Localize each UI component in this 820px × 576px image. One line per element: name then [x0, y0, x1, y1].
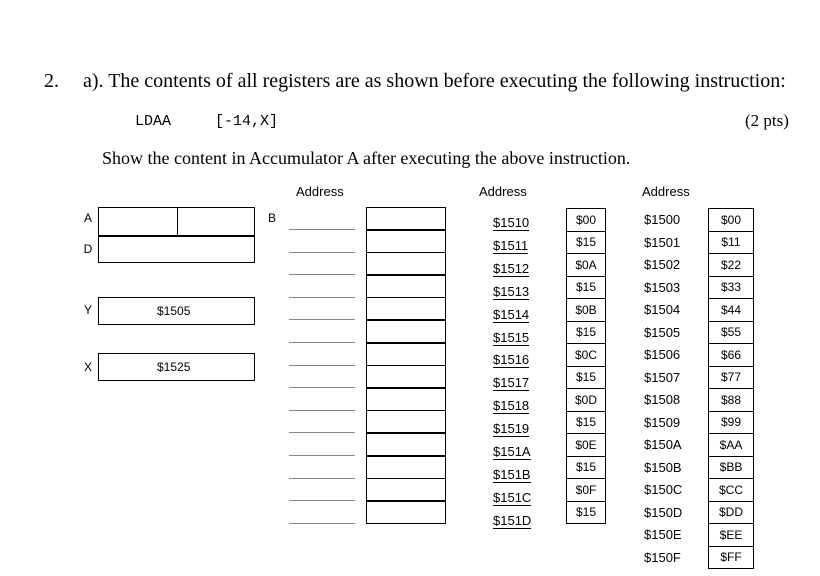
question-text: The contents of all registers are as shown before executing the following instruction: [108, 70, 786, 92]
middle-memory-address [493, 444, 545, 459]
middle-memory-address-text: $1519 [493, 421, 530, 437]
right-memory-value: $FF [709, 546, 754, 569]
blank-memory-cell [366, 207, 446, 230]
middle-memory-address [493, 261, 545, 276]
blank-memory-cell [366, 456, 446, 479]
blank-address-line [289, 432, 355, 433]
question-number: 2. [44, 70, 59, 92]
table-row [567, 209, 606, 232]
middle-memory-address-text: $1517 [493, 375, 530, 391]
middle-memory-value: $0F [567, 479, 606, 502]
right-memory-value: $44 [709, 299, 754, 322]
right-memory-address: $1503 [644, 279, 681, 295]
blank-memory-cell [366, 297, 446, 320]
middle-memory-address [493, 375, 545, 390]
table-row [709, 479, 754, 502]
right-address-header: Address [642, 184, 690, 199]
middle-memory-value: $0B [567, 299, 606, 322]
table-row [709, 456, 754, 479]
blank-memory-cell [366, 410, 446, 433]
middle-memory-address-text: $1515 [493, 329, 530, 345]
table-row [709, 546, 754, 569]
table-row [709, 411, 754, 434]
blank-address-line [289, 523, 355, 524]
blank-address-line [289, 478, 355, 479]
table-row [567, 434, 606, 457]
middle-memory-value: $15 [567, 366, 606, 389]
middle-memory-address-text: $1516 [493, 352, 530, 368]
blank-address-line [289, 500, 355, 501]
blank-memory-cell [366, 388, 446, 411]
middle-memory-address [493, 330, 545, 345]
table-row [567, 344, 606, 367]
middle-memory-address-text: $1518 [493, 398, 530, 414]
middle-memory-address-text: $151D [493, 512, 532, 528]
right-memory-value: $11 [709, 231, 754, 254]
right-memory-address: $1507 [644, 369, 681, 385]
middle-memory-value: $0E [567, 434, 606, 457]
right-memory-value: $88 [709, 389, 754, 412]
right-memory-value: $DD [709, 501, 754, 524]
middle-memory-address [493, 307, 545, 322]
right-memory-value: $BB [709, 456, 754, 479]
right-memory-address: $1502 [644, 257, 681, 272]
table-row [567, 411, 606, 434]
middle-memory-address [493, 513, 545, 528]
blank-memory-cell [366, 230, 446, 253]
middle-memory-value: $15 [567, 231, 606, 254]
instruction-opcode: LDAA [135, 113, 172, 130]
table-row [709, 321, 754, 344]
blank-address-line [289, 365, 355, 366]
table-row [709, 276, 754, 299]
table-row [709, 434, 754, 457]
middle-memory-address [493, 215, 545, 230]
question-line [44, 70, 786, 93]
blank-address-line [289, 319, 355, 320]
middle-memory-address [493, 421, 545, 436]
register-ab-divider [177, 208, 178, 236]
table-row [567, 254, 606, 277]
blank-address-line [289, 387, 355, 388]
middle-memory-value: $15 [567, 411, 606, 434]
blank-memory-cell [366, 433, 446, 456]
blank-address-line [289, 252, 355, 253]
blank-memory-cell [366, 478, 446, 501]
right-memory-table [708, 208, 754, 569]
middle-memory-address [493, 352, 545, 367]
right-memory-address: $1501 [644, 234, 681, 250]
blank-address-line [289, 297, 355, 298]
register-d-label: D [83, 242, 93, 256]
right-memory-value: $00 [709, 209, 754, 232]
blank-address-line [289, 342, 355, 343]
blank-address-line [289, 410, 355, 411]
blank-memory-cell [366, 275, 446, 298]
register-d-lower-box [98, 235, 255, 263]
table-row [567, 366, 606, 389]
middle-memory-address-text: $1510 [493, 215, 530, 230]
right-memory-value: $77 [709, 366, 754, 389]
right-memory-address: $150A [644, 437, 682, 452]
right-memory-value: $66 [709, 344, 754, 367]
blank-address-line [289, 229, 355, 230]
right-memory-address: $1508 [644, 392, 681, 407]
middle-memory-address [493, 398, 545, 413]
middle-memory-value: $15 [567, 321, 606, 344]
right-memory-address: $150C [644, 482, 683, 497]
table-row [567, 456, 606, 479]
blank-memory-cell [366, 320, 446, 343]
middle-memory-address [493, 284, 545, 299]
blank-memory-cell [366, 343, 446, 366]
right-memory-address: $1509 [644, 414, 681, 430]
middle-memory-address [493, 238, 545, 253]
table-row [567, 276, 606, 299]
register-x-label: X [83, 360, 92, 374]
middle-memory-address-text: $151B [493, 466, 531, 482]
middle-memory-address [493, 490, 545, 505]
middle-memory-address-text: $151A [493, 444, 531, 459]
register-b-label: B [267, 211, 276, 225]
table-row [709, 524, 754, 547]
middle-memory-address-text: $151C [493, 489, 532, 505]
middle-memory-address [493, 467, 545, 482]
right-memory-address: $1506 [644, 347, 681, 362]
middle-memory-value: $15 [567, 276, 606, 299]
points-label: (2 pts) [745, 111, 789, 130]
right-memory-address: $1500 [644, 212, 681, 227]
instruction-operand: [-14,X] [215, 113, 279, 130]
right-memory-value: $CC [709, 479, 754, 502]
register-y-label: Y [83, 303, 92, 317]
blank-memory-cell [366, 365, 446, 388]
right-memory-value: $99 [709, 411, 754, 434]
table-row [567, 299, 606, 322]
task-text: Show the content in Accumulator A after executing the above instruction. [102, 148, 631, 168]
middle-memory-table [566, 208, 606, 524]
register-x-box [98, 353, 255, 381]
right-memory-value: $AA [709, 434, 754, 457]
register-a-label: A [83, 211, 92, 225]
register-y-box [98, 297, 255, 325]
mid-address-header: Address [479, 184, 527, 199]
blank-address-line [289, 274, 355, 275]
register-d-box [98, 207, 255, 237]
table-row [709, 389, 754, 412]
table-row [567, 231, 606, 254]
middle-memory-value: $0D [567, 389, 606, 412]
table-row [567, 501, 606, 524]
table-row [709, 299, 754, 322]
table-row [709, 366, 754, 389]
blank-address-line [289, 455, 355, 456]
register-x-value: $1525 [157, 360, 191, 374]
table-row [567, 479, 606, 502]
middle-memory-value: $0C [567, 344, 606, 367]
table-row [709, 501, 754, 524]
right-memory-address: $1505 [644, 324, 681, 340]
blank-memory-cell [366, 501, 446, 524]
right-memory-address: $150D [644, 504, 683, 520]
table-row [567, 389, 606, 412]
question-part: a). [83, 70, 104, 92]
right-memory-value: $22 [709, 254, 754, 277]
middle-memory-value: $0A [567, 254, 606, 277]
right-memory-address: $1504 [644, 302, 681, 317]
middle-memory-address-text: $1512 [493, 260, 530, 276]
middle-memory-address-text: $1513 [493, 283, 530, 299]
middle-memory-value: $15 [567, 501, 606, 524]
table-row [709, 344, 754, 367]
middle-memory-address-text: $1514 [493, 306, 530, 322]
blank-memory-cell [366, 252, 446, 275]
middle-memory-address-text: $1511 [493, 237, 529, 253]
right-memory-value: $55 [709, 321, 754, 344]
register-y-value: $1505 [157, 304, 191, 318]
table-row [567, 321, 606, 344]
table-row [709, 254, 754, 277]
right-memory-address: $150B [644, 459, 682, 475]
right-memory-address: $150E [644, 527, 682, 542]
right-memory-value: $33 [709, 276, 754, 299]
right-memory-address: $150F [644, 549, 681, 565]
middle-memory-value: $15 [567, 456, 606, 479]
table-row [709, 231, 754, 254]
left-address-header: Address [296, 184, 344, 199]
middle-memory-value: $00 [567, 209, 606, 232]
table-row [709, 209, 754, 232]
right-memory-value: $EE [709, 524, 754, 547]
